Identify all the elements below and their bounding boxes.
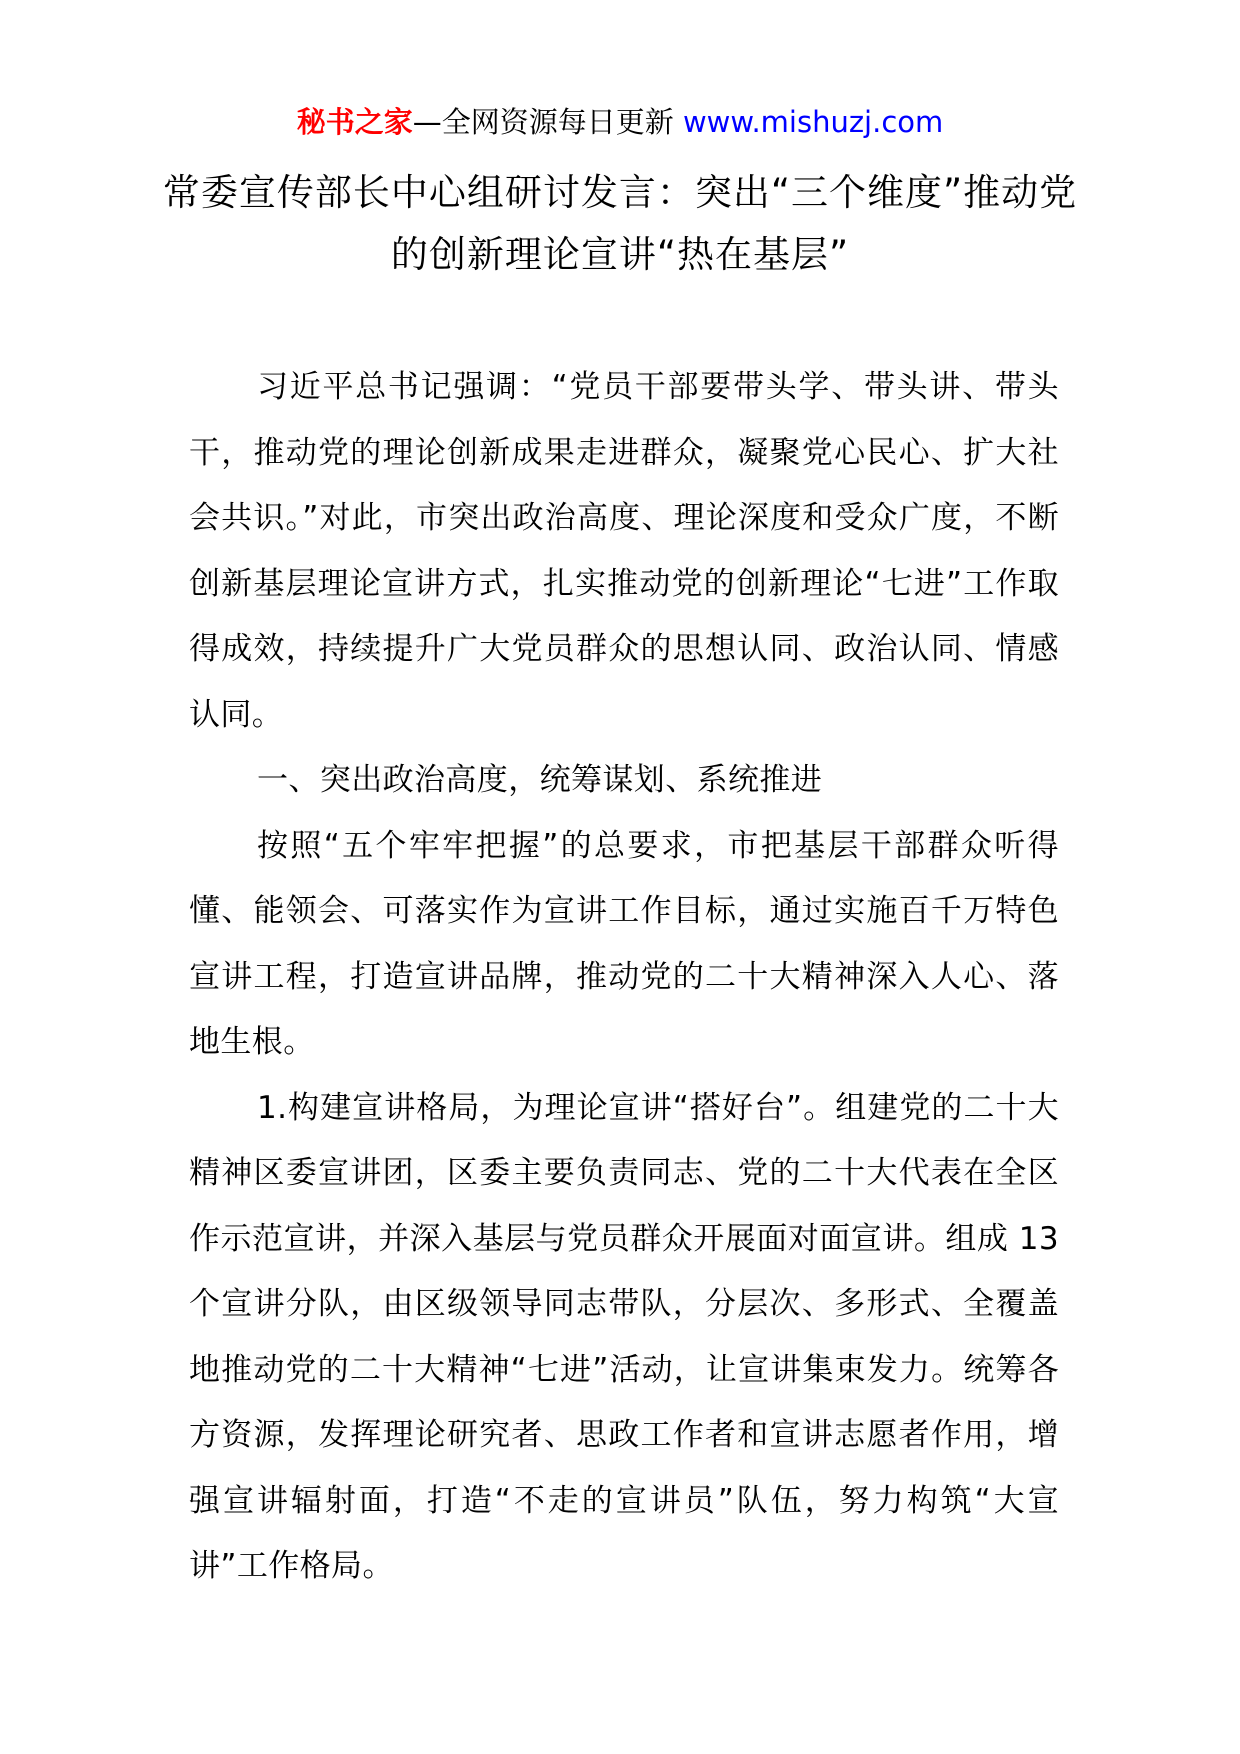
paragraph-intro: 习近平总书记强调：“党员干部要带头学、带头讲、带头干，推动党的理论创新成果走进群众，凝聚党心民心、扩大社会共识。”对此，市突出政治高度、理论深度和受众广度，不断创新基层理论宣讲方式，扎实推动党的创新理论“七进”工作取得成效，持续提升广大党员群众的思想认同、政治认同、情感认同。 — [189, 369, 1059, 733]
document-body — [189, 355, 1059, 1600]
paragraph-section-1: 按照“五个牢牢把握”的总要求，市把基层干部群众听得懂、能领会、可落实作为宣讲工作目标，通过实施百千万特色宣讲工程，打造宣讲品牌，推动党的二十大精神深入人心、落地生根。 — [189, 827, 1059, 1060]
site-header — [0, 102, 1240, 142]
site-brand: 秘书之家 — [296, 105, 413, 139]
section-heading-1: 一、突出政治高度，统筹谋划、系统推进 — [257, 762, 823, 798]
paragraph-item-1: 1.构建宣讲格局，为理论宣讲“搭好台”。组建党的二十大精神区委宣讲团，区委主要负责同志、党的二十大代表在全区作示范宣讲，并深入基层与党员群众开展面对面宣讲。组成 13 个宣讲分队，由区级领导同志带队，分层次、多形式、全覆盖地推动党的二十大精神“七进”活动，让宣讲集束发力。统筹各方资源，发挥理论研究者、思政工作者和宣讲志愿者作用，增强宣讲辐射面，打造“不走的宣讲员”队伍，努力构筑“大宣讲”工作格局。 — [189, 1089, 1059, 1584]
document-title: 常委宣传部长中心组研讨发言：突出“三个维度”推动党的创新理论宣讲“热在基层” — [162, 171, 1078, 276]
site-url-link[interactable]: www.mishuzj.com — [682, 105, 944, 139]
site-tagline: —全网资源每日更新 — [412, 105, 683, 139]
